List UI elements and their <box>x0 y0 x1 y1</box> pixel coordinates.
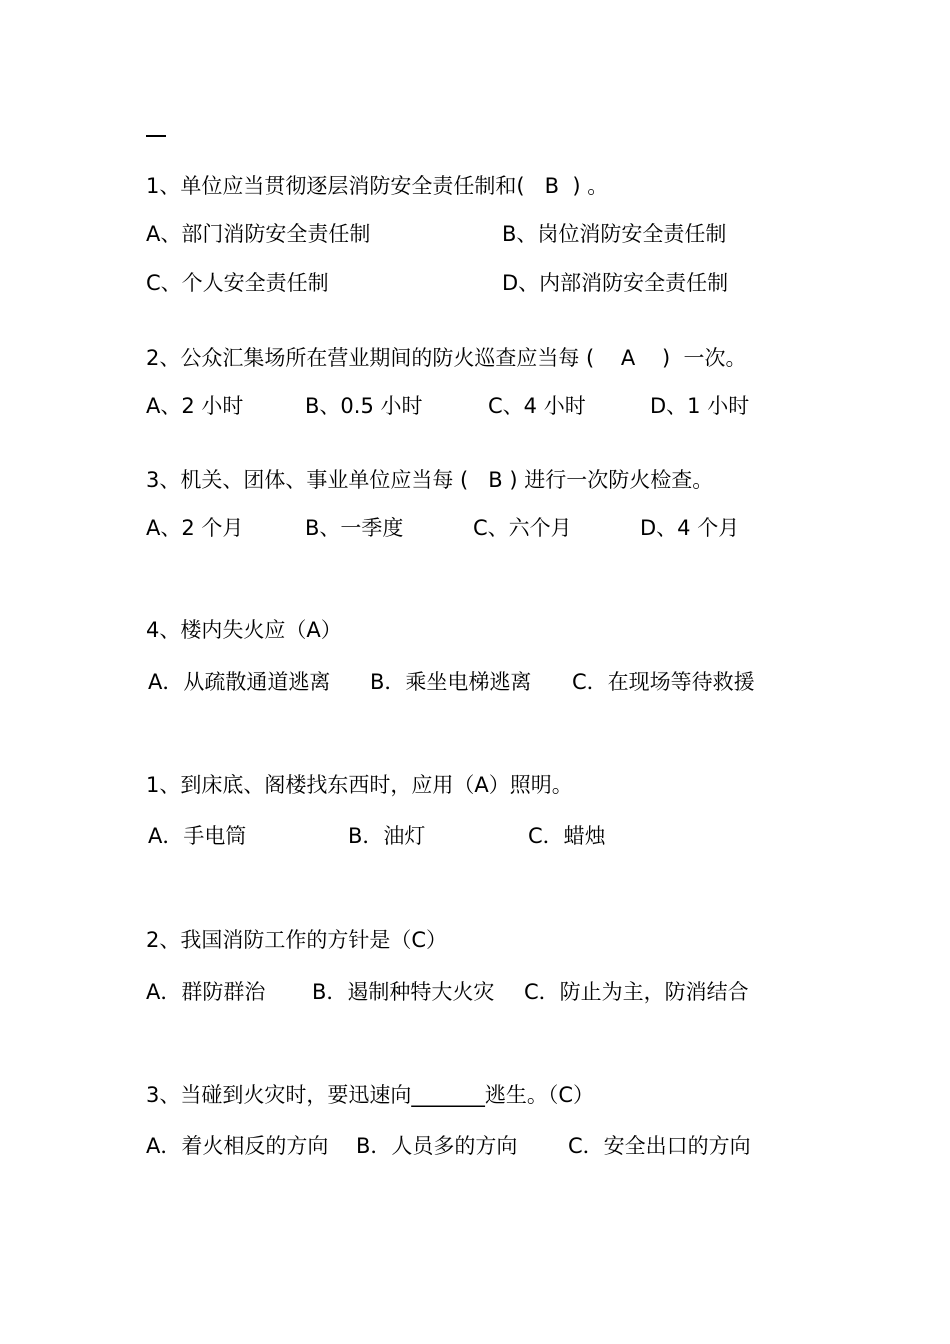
option: B、0.5 小时 <box>305 394 423 418</box>
option: D、4 个月 <box>640 516 740 540</box>
option: D、1 小时 <box>650 394 750 418</box>
question-stem: 2、我国消防工作的方针是（C） <box>146 928 448 952</box>
option: C．防止为主，防消结合 <box>524 980 749 1004</box>
option: B．遏制种特大火灾 <box>312 980 495 1004</box>
option: A．群防群治 <box>146 980 266 1004</box>
option: A、部门消防安全责任制 <box>146 222 371 246</box>
option: A．从疏散通道逃离 <box>148 670 331 694</box>
option: C．在现场等待救援 <box>572 670 755 694</box>
option: A、2 个月 <box>146 516 244 540</box>
option: C．安全出口的方向 <box>568 1134 751 1158</box>
question-stem: 3、当碰到火灾时，要迅速向_______逃生。（C） <box>146 1083 595 1107</box>
option: A．手电筒 <box>148 824 247 848</box>
question-stem: 1、到床底、阁楼找东西时，应用（A）照明。 <box>146 773 573 797</box>
option: B．油灯 <box>348 824 426 848</box>
option: C、4 小时 <box>488 394 586 418</box>
question-stem: 2、公众汇集场所在营业期间的防火巡查应当每 ( A ) 一次。 <box>146 346 747 370</box>
option: B、一季度 <box>305 516 404 540</box>
option: C、个人安全责任制 <box>146 271 329 295</box>
option: A．着火相反的方向 <box>146 1134 329 1158</box>
option: C．蜡烛 <box>528 824 606 848</box>
question-stem: 4、楼内失火应（A） <box>146 618 342 642</box>
option: C、六个月 <box>473 516 572 540</box>
option: B、岗位消防安全责任制 <box>502 222 727 246</box>
option: B．乘坐电梯逃离 <box>370 670 532 694</box>
option: D、内部消防安全责任制 <box>502 271 729 295</box>
question-stem: 3、机关、团体、事业单位应当每 ( B ) 进行一次防火检查。 <box>146 468 714 492</box>
option: A、2 小时 <box>146 394 244 418</box>
option: B．人员多的方向 <box>356 1134 518 1158</box>
section-header-dash <box>146 135 166 137</box>
question-stem: 1、单位应当贯彻逐层消防安全责任制和( B ) 。 <box>146 174 609 198</box>
